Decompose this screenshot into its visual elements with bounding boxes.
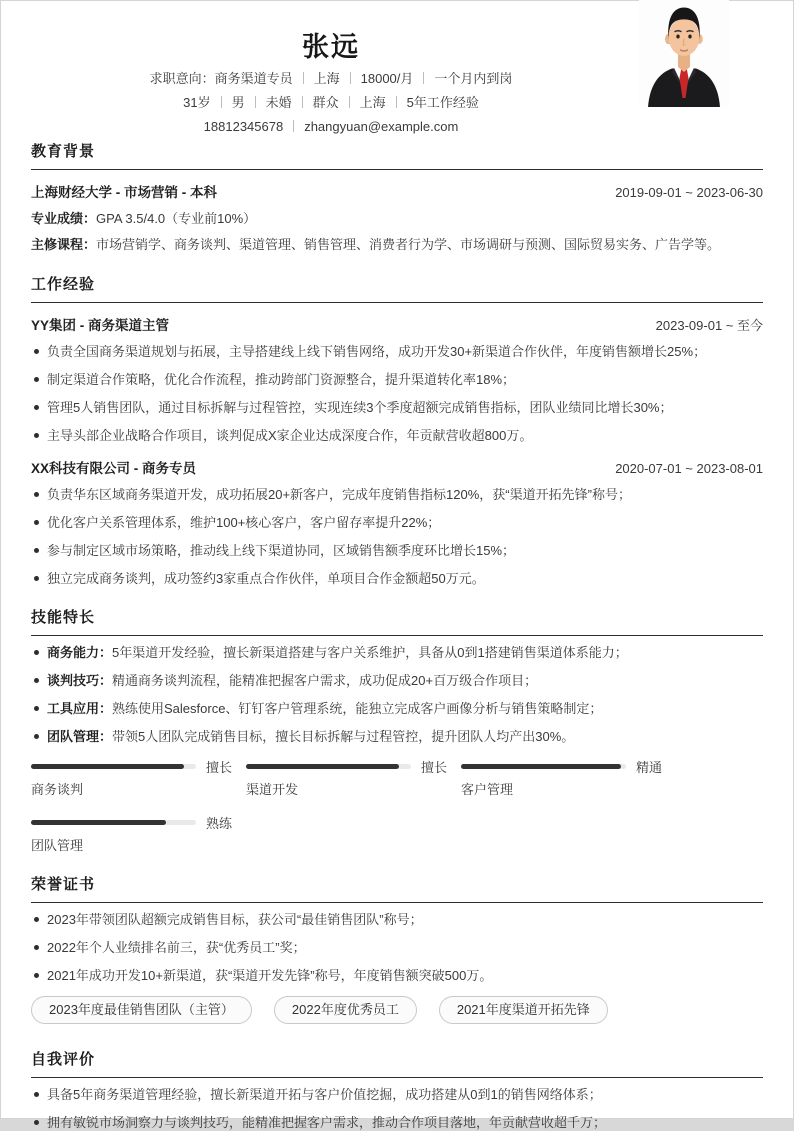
separator <box>423 72 424 84</box>
bullet-icon <box>34 492 39 497</box>
experience-years: 5年工作经验 <box>406 95 479 110</box>
honor-badge: 2023年度最佳销售团队（主管） <box>31 996 252 1024</box>
courses-value: 市场营销学、商务谈判、渠道管理、销售管理、消费者行为学、市场调研与预测、国际贸易实务、广告学等。 <box>96 237 721 252</box>
separator <box>303 72 304 84</box>
job-bullet <box>31 486 763 503</box>
job-bullet <box>31 427 763 444</box>
intent-availability: 一个月内到岗 <box>434 71 513 86</box>
skill-level: 熟练 <box>206 815 233 831</box>
phone-number: 18812345678 <box>203 119 284 134</box>
age: 31岁 <box>183 95 211 110</box>
skill-name: 客户管理 <box>461 782 514 797</box>
avatar-illustration <box>639 0 729 107</box>
job-intention-line <box>31 71 631 87</box>
skill-name: 渠道开发 <box>246 782 299 797</box>
skill-text: 熟练使用Salesforce、钉钉客户管理系统，能独立完成客户画像分析与销售策略制定； <box>112 701 603 716</box>
separator <box>349 96 350 108</box>
bullet-icon <box>34 1092 39 1097</box>
skill-level: 擅长 <box>206 759 233 775</box>
section-skills <box>31 608 763 854</box>
job-bullets <box>31 343 763 444</box>
honor-badge: 2022年度优秀员工 <box>274 996 417 1024</box>
honor-badge: 2021年度渠道开拓先锋 <box>439 996 608 1024</box>
bullet-icon <box>34 1120 39 1125</box>
honor-bullet <box>31 967 763 984</box>
bullet-icon <box>34 520 39 525</box>
skill-name: 团队管理 <box>31 838 84 853</box>
bullet-text: 具备5年商务渠道管理经验，擅长新渠道开拓与客户价值挖掘，成功搭建从0到1的销售网络体系； <box>47 1087 602 1102</box>
separator <box>302 96 303 108</box>
skill-bars <box>31 758 763 854</box>
skill-bar-row <box>31 814 246 830</box>
self-evaluation-bullets <box>31 1086 763 1131</box>
bullet-icon <box>34 548 39 553</box>
self-evaluation-bullet <box>31 1114 763 1131</box>
education-courses-line <box>31 235 763 254</box>
bullet-text: 2021年成功开发10+新渠道，获“渠道开发先锋”称号，年度销售额突破500万。 <box>47 968 493 983</box>
skill-bar-track <box>31 764 196 769</box>
education-period: 2019-09-01 ~ 2023-06-30 <box>615 185 763 200</box>
skill-bar-fill <box>246 764 399 769</box>
skill-bar-fill <box>31 764 184 769</box>
gender: 男 <box>231 95 245 110</box>
job-company-role: YY集团 - 商务渠道主管 <box>31 318 170 333</box>
bullet-icon <box>34 706 39 711</box>
honor-bullets <box>31 911 763 984</box>
separator <box>293 120 294 132</box>
job-bullet <box>31 542 763 559</box>
political-status: 群众 <box>312 95 339 110</box>
skill-label: 工具应用： <box>47 701 113 716</box>
profile-photo <box>639 0 729 107</box>
skill-bullet <box>31 700 763 717</box>
skill-bullets <box>31 644 763 745</box>
skill-text: 精通商务谈判流程，能精准把握客户需求，成功促成20+百万级合作项目； <box>112 673 538 688</box>
education-entry <box>31 184 763 202</box>
skill-name: 商务谈判 <box>31 782 84 797</box>
bullet-icon <box>34 576 39 581</box>
honor-badges <box>31 996 763 1024</box>
section-title-experience: 工作经验 <box>31 275 763 303</box>
honor-bullet <box>31 911 763 928</box>
bullet-text: 2022年个人业绩排名前三，获“优秀员工”奖； <box>47 940 306 955</box>
bullet-text: 参与制定区域市场策略，推动线上线下渠道协同，区域销售额季度环比增长15%； <box>47 543 516 558</box>
job-period: 2023-09-01 ~ 至今 <box>655 318 763 333</box>
bullet-icon <box>34 973 39 978</box>
section-title-self-evaluation: 自我评价 <box>31 1050 763 1078</box>
skill-bar-item <box>31 814 246 854</box>
section-title-education: 教育背景 <box>31 142 763 170</box>
gpa-value: GPA 3.5/4.0（专业前10%） <box>96 211 257 226</box>
section-title-honors: 荣誉证书 <box>31 875 763 903</box>
bullet-text: 拥有敏锐市场洞察力与谈判技巧，能精准把握客户需求，推动合作项目落地，年贡献营收超千万； <box>47 1115 607 1130</box>
candidate-name: 张远 <box>302 32 360 62</box>
bullet-icon <box>34 678 39 683</box>
marital-status: 未婚 <box>265 95 292 110</box>
job-header <box>31 460 763 478</box>
skill-label: 谈判技巧： <box>47 673 113 688</box>
skill-bar-row <box>31 758 246 774</box>
section-education <box>31 142 763 254</box>
job-bullet <box>31 371 763 388</box>
bullet-text: 管理5人销售团队，通过目标拆解与过程管控，实现连续3个季度超额完成销售指标，团队业绩同比增长30%； <box>47 400 673 415</box>
skill-bar-fill <box>31 820 166 825</box>
section-honors <box>31 875 763 1024</box>
email-address: zhangyuan@example.com <box>304 119 459 134</box>
bullet-text: 制定渠道合作策略，优化合作流程，推动跨部门资源整合，提升渠道转化率18%； <box>47 372 516 387</box>
job-bullet <box>31 399 763 416</box>
skill-bar-item <box>461 758 676 798</box>
bullet-text: 负责全国商务渠道规划与拓展，主导搭建线上线下销售网络，成功开发30+新渠道合作伙伴，年度销售额增长25%； <box>47 344 707 359</box>
job-company-role: XX科技有限公司 - 商务专员 <box>31 461 197 476</box>
basic-info-line <box>31 95 631 111</box>
intent-salary: 18000/月 <box>360 71 414 86</box>
intent-label: 求职意向： <box>149 71 215 86</box>
skill-bar-item <box>31 758 246 798</box>
bullet-text: 独立完成商务谈判，成功签约3家重点合作伙伴，单项目合作金额超50万元。 <box>47 571 485 586</box>
honor-bullet <box>31 939 763 956</box>
skill-bar-row <box>246 758 461 774</box>
bullet-icon <box>34 734 39 739</box>
bullet-icon <box>34 377 39 382</box>
bullet-text: 主导头部企业战略合作项目，谈判促成X家企业达成深度合作，年贡献营收超800万。 <box>47 428 533 443</box>
bullet-icon <box>34 349 39 354</box>
section-title-skills: 技能特长 <box>31 608 763 636</box>
contact-line <box>31 119 631 135</box>
separator <box>350 72 351 84</box>
bullet-icon <box>34 945 39 950</box>
skill-label: 商务能力： <box>47 645 113 660</box>
bullet-icon <box>34 917 39 922</box>
separator <box>255 96 256 108</box>
bullet-icon <box>34 650 39 655</box>
job-header <box>31 317 763 335</box>
intent-position: 商务渠道专员 <box>214 71 293 86</box>
job-bullet <box>31 570 763 587</box>
bullet-text: 2023年带领团队超额完成销售目标，获公司“最佳销售团队”称号； <box>47 912 423 927</box>
bullet-text: 负责华东区域商务渠道开发，成功拓展20+新客户，完成年度销售指标120%，获“渠道开拓先锋”称号； <box>47 487 631 502</box>
bullet-icon <box>34 433 39 438</box>
skill-bullet <box>31 728 763 745</box>
skill-bar-track <box>31 820 196 825</box>
skill-bar-track <box>246 764 411 769</box>
skill-text: 带领5人团队完成销售目标，擅长目标拆解与过程管控，提升团队人均产出30%。 <box>112 729 575 744</box>
skill-level: 擅长 <box>421 759 448 775</box>
bullet-text: 优化客户关系管理体系，维护100+核心客户，客户留存率提升22%； <box>47 515 441 530</box>
location: 上海 <box>359 95 386 110</box>
skill-bar-track <box>461 764 626 769</box>
education-gpa-line <box>31 209 763 228</box>
job-period: 2020-07-01 ~ 2023-08-01 <box>615 461 763 476</box>
job-bullet <box>31 514 763 531</box>
skill-bar-fill <box>461 764 621 769</box>
skill-bar-item <box>246 758 461 798</box>
bullet-icon <box>34 405 39 410</box>
skill-bullet <box>31 672 763 689</box>
courses-label: 主修课程： <box>31 237 97 252</box>
header-text-block <box>31 31 631 135</box>
section-self-evaluation <box>31 1050 763 1131</box>
job-bullets <box>31 486 763 587</box>
skill-bar-row <box>461 758 676 774</box>
skill-text: 5年渠道开发经验，擅长新渠道搭建与客户关系维护，具备从0到1搭建销售渠道体系能力； <box>112 645 628 660</box>
education-school-major-degree: 上海财经大学 - 市场营销 - 本科 <box>31 185 217 200</box>
job-bullet <box>31 343 763 360</box>
resume-header <box>31 1 763 134</box>
separator <box>396 96 397 108</box>
gpa-label: 专业成绩： <box>31 211 97 226</box>
self-evaluation-bullet <box>31 1086 763 1103</box>
section-experience <box>31 275 763 587</box>
skill-level: 精通 <box>636 759 663 775</box>
intent-city: 上海 <box>313 71 340 86</box>
separator <box>221 96 222 108</box>
skill-bullet <box>31 644 763 661</box>
skill-label: 团队管理： <box>47 729 113 744</box>
